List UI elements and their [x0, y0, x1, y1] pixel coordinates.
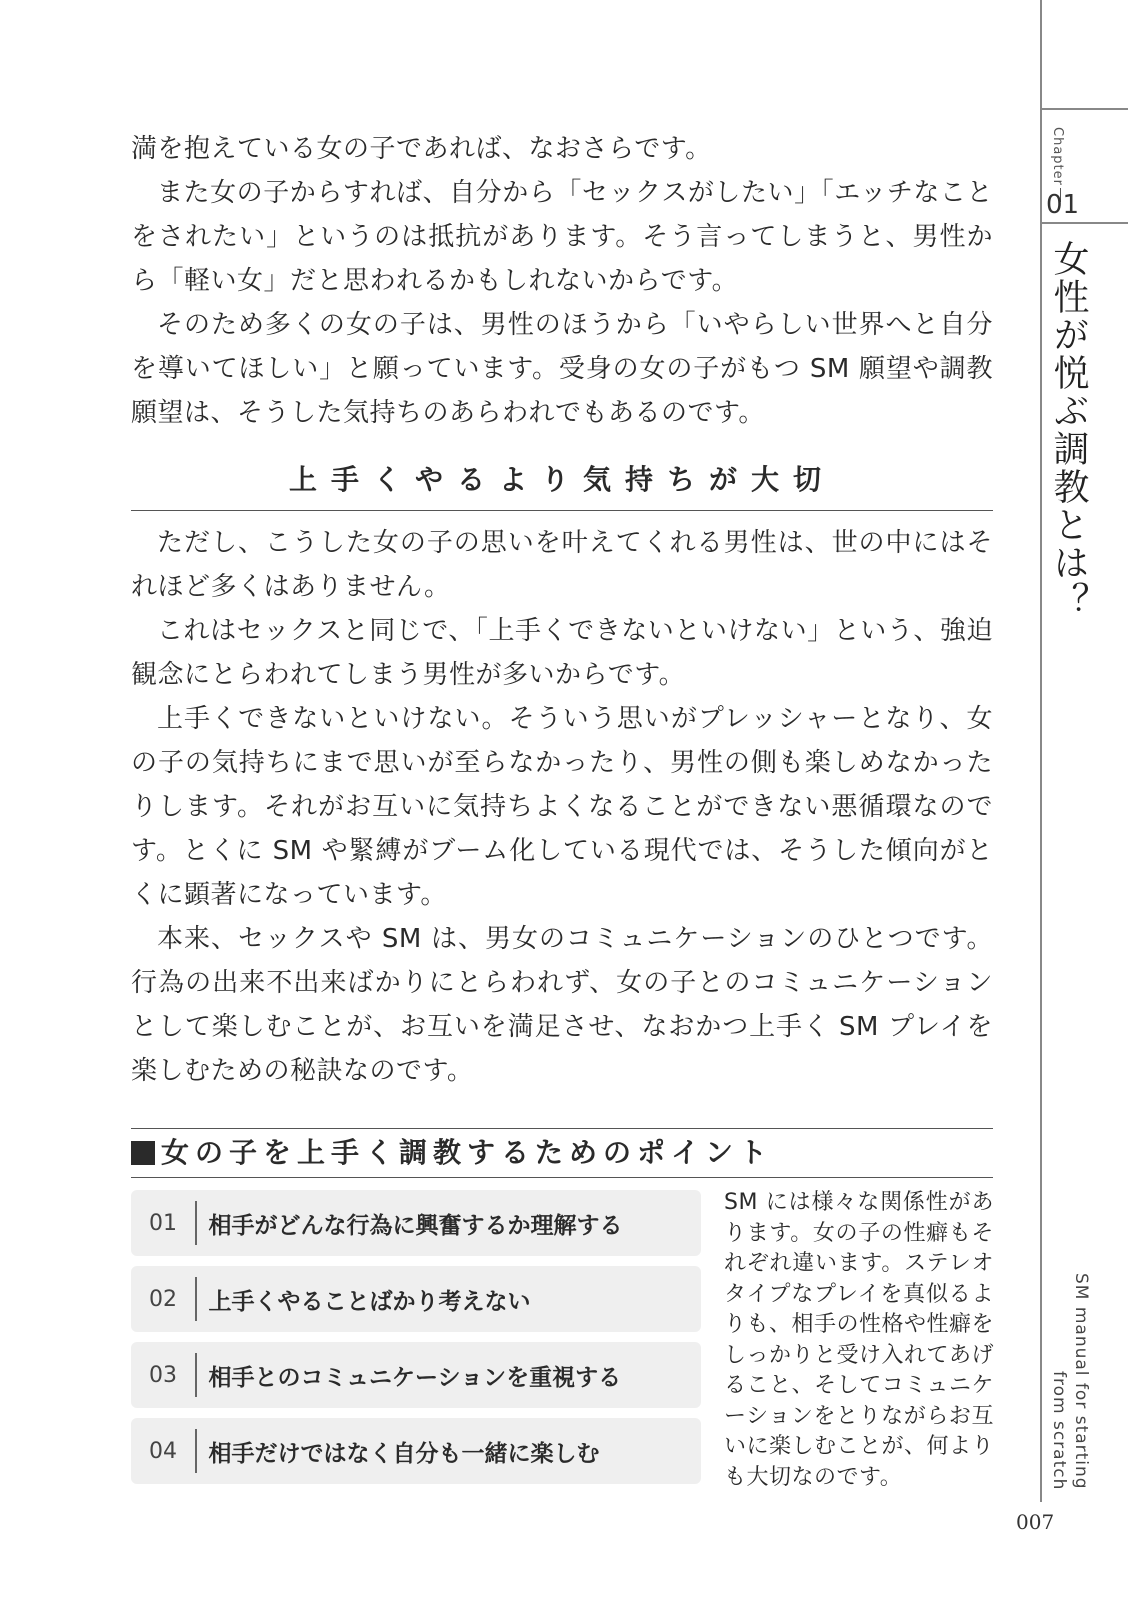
chapter-label: Chapter: [1050, 127, 1065, 186]
main-paragraph-3: 上手くできないといけない。そういう思いがプレッシャーとなり、女の子の気持ちにまで思いが至らなかったり、男性の側も楽しめなかったりします。それがお互いに気持ちよくなることができない悪循環なのです。とくに SM や緊縛がブーム化している現代では、そうした傾向がとくに顕著になっています。: [131, 704, 993, 910]
main-paragraph-1: ただし、こうした女の子の思いを叶えてくれる男性は、世の中にはそれほど多くはありません。: [131, 528, 993, 602]
point-label: 相手だけではなく自分も一緒に楽しむ: [208, 1440, 600, 1467]
page-number: 007: [1016, 1510, 1055, 1534]
point-label: 相手とのコミュニケーションを重視する: [208, 1364, 622, 1391]
intro-text: [131, 127, 993, 435]
rail-subtitle-line-2: from scratch: [1049, 1370, 1069, 1490]
square-bullet-icon: [131, 1141, 155, 1165]
point-item: [131, 1418, 701, 1484]
section-heading: 上手くやるより気持ちが大切: [131, 458, 993, 511]
rail-subtitle-line-1: SM manual for starting: [1071, 1273, 1091, 1490]
chapter-number: 01: [1046, 190, 1080, 220]
intro-paragraph-2: また女の子からすれば、自分から「セックスがしたい」「エッチなことをされたい」というのは抵抗があります。そう言ってしまうと、男性から「軽い女」だと思われるかもしれないからです。: [131, 178, 993, 296]
chapter-title: 女性が悦ぶ調教とは？: [1048, 240, 1089, 620]
points-heading-text: 女の子を上手く調教するためのポイント: [161, 1136, 774, 1169]
main-paragraph-4: 本来、セックスや SM は、男女のコミュニケーションのひとつです。行為の出来不出来ばかりにとらわれず、女の子とのコミュニケーションとして楽しむことが、お互いを満足させ、なおかつ上手く SM プレイを楽しむための秘訣なのです。: [131, 924, 993, 1086]
rail-rule-top: [1040, 108, 1128, 110]
rail-vertical-line: [1040, 0, 1042, 1502]
point-label: 相手がどんな行為に興奮するか理解する: [208, 1212, 623, 1239]
point-number: 02: [149, 1286, 177, 1312]
point-item: [131, 1342, 701, 1408]
point-item: [131, 1190, 701, 1256]
intro-paragraph-1: 満を抱えている女の子であれば、なおさらです。: [131, 134, 712, 164]
side-note: SM には様々な関係性があります。女の子の性癖もそれぞれ違います。ステレオタイプなプレイを真似るよりも、相手の性格や性癖をしっかりと受け入れてあげること、そしてコミュニケーションをとりながらお互いに楽しむことが、何よりも大切なのです。: [724, 1190, 995, 1490]
point-number: 04: [149, 1438, 177, 1464]
points-list: [131, 1190, 701, 1494]
rail-rule-middle: [1040, 222, 1128, 224]
points-heading: [131, 1128, 993, 1178]
point-number: 01: [149, 1210, 177, 1236]
main-paragraph-2: これはセックスと同じで、「上手くできないといけない」という、強迫観念にとらわれてしまう男性が多いからです。: [131, 616, 993, 690]
point-number: 03: [149, 1362, 177, 1388]
point-item: [131, 1266, 701, 1332]
intro-paragraph-3: そのため多くの女の子は、男性のほうから「いやらしい世界へと自分を導いてほしい」と願っています。受身の女の子がもつ SM 願望や調教願望は、そうした気持ちのあらわれでもあるのです。: [131, 310, 993, 428]
main-text: [131, 521, 993, 1093]
point-label: 上手くやることばかり考えない: [208, 1288, 531, 1315]
rail-subtitle: [1048, 1270, 1092, 1490]
